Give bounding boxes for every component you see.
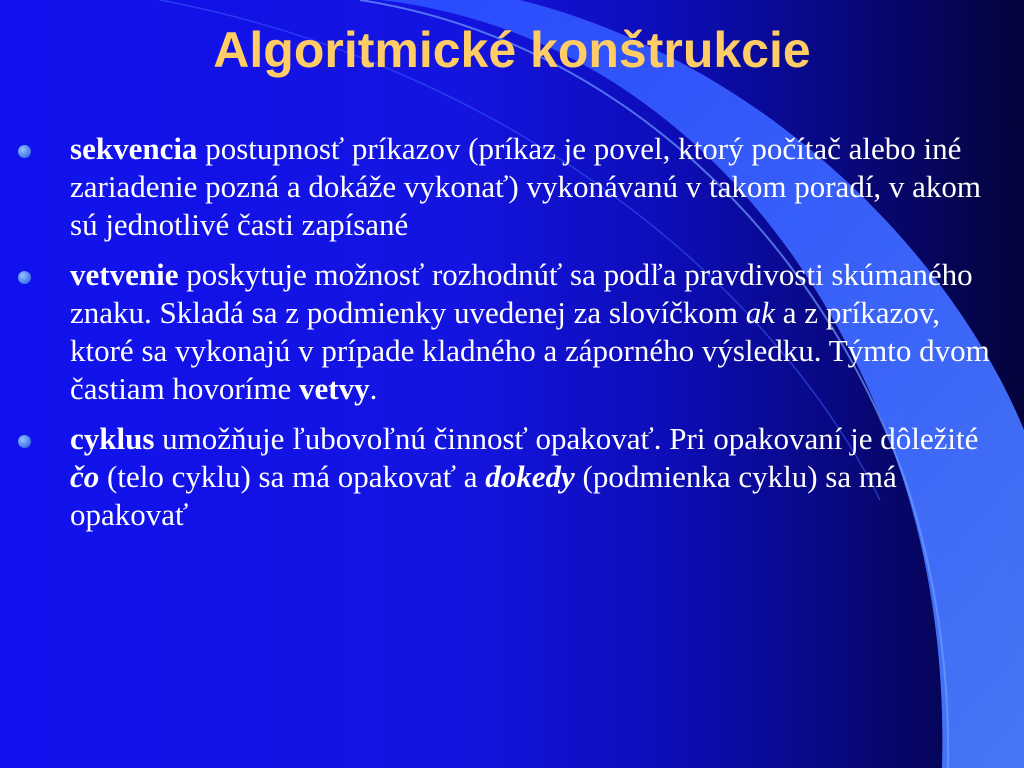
list-item-sekvencia xyxy=(12,130,1002,244)
slide-title: Algoritmické konštrukcie xyxy=(213,22,811,78)
term-sekvencia: sekvencia xyxy=(70,131,198,166)
item-text: (telo cyklu) sa má opakovať a xyxy=(99,459,486,494)
bullet-dot-icon xyxy=(18,435,31,448)
term-cyklus: cyklus xyxy=(70,421,155,456)
item-text: . xyxy=(369,371,378,406)
list-item-vetvenie xyxy=(12,256,1002,408)
bold-italic-co: čo xyxy=(70,459,100,494)
bullet-dot-icon xyxy=(18,271,31,284)
item-text: poskytuje možnosť rozhodnúť sa podľa pravdivosti skúmaného znaku. Skladá sa z podmienky uvedenej za slovíčkom xyxy=(70,257,973,330)
bold-italic-dokedy: dokedy xyxy=(485,459,575,494)
item-text: umožňuje ľubovoľnú činnosť opakovať. Pri opakovaní je dôležité xyxy=(154,421,979,456)
list-item-cyklus xyxy=(12,420,1002,534)
item-text: (podmienka cyklu) sa má opakovať xyxy=(70,459,897,532)
italic-word-ak: ak xyxy=(745,295,776,330)
bullet-list xyxy=(12,130,1002,546)
term-vetvenie: vetvenie xyxy=(70,257,179,292)
bullet-dot-icon xyxy=(18,145,31,158)
item-text: a z príkazov, ktoré sa vykonajú v prípade kladného a záporného výsledku. Týmto dvom častiam hovoríme xyxy=(70,295,990,406)
bold-word-vetvy: vetvy xyxy=(299,371,370,406)
item-text: postupnosť príkazov (príkaz je povel, ktorý počítač alebo iné zariadenie pozná a dokáže vykonať) vykonávanú v takom poradí, v akom sú jednotlivé časti zapísané xyxy=(70,131,982,242)
